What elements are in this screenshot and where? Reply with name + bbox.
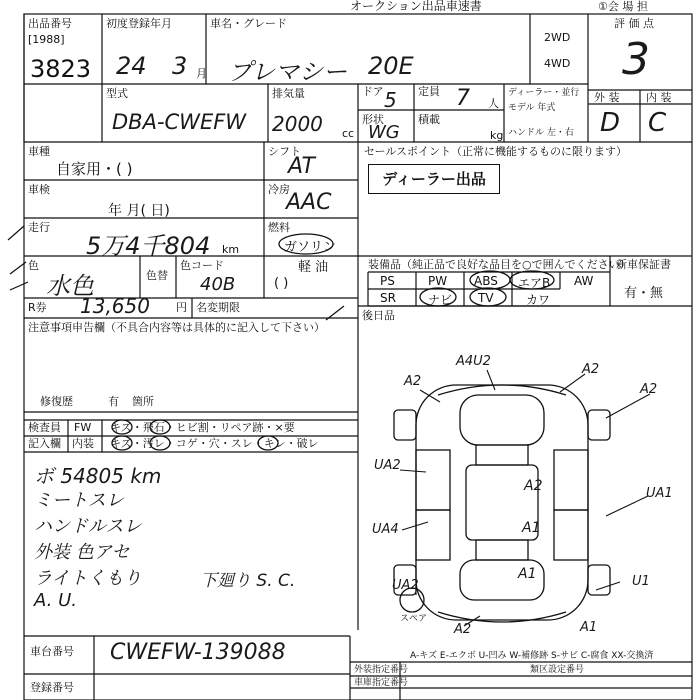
damage-mark: A2	[582, 362, 600, 377]
model-year-label: モデル 年式	[508, 103, 556, 113]
interior-record-label: 内装	[72, 437, 94, 450]
month-unit: 月	[196, 67, 207, 80]
load-label: 積載	[418, 113, 440, 126]
legend-row-3: 車庫指定番号	[354, 678, 409, 688]
sales-points-label: セールスポイント（正常に機能するものに限ります）	[364, 145, 628, 158]
equip-tv: TV	[478, 291, 494, 305]
warranty-options: 有・無	[624, 286, 664, 301]
car-type-label: 車種	[28, 145, 50, 158]
lot-number-label: 出品番号	[28, 17, 72, 30]
ac-value: AAC	[286, 190, 332, 215]
damage-mark: A1	[518, 566, 537, 582]
capacity-label: 定員	[418, 85, 440, 98]
after-fill-label: 後日品	[362, 309, 395, 322]
venue-label: ①会 場 担	[598, 0, 648, 13]
fuel-label: 燃料	[268, 221, 290, 234]
fw-items: キズ・飛石・ヒビ割・リペア跡・×要	[110, 421, 295, 434]
car-name-value: プレマシー	[228, 58, 348, 86]
ac-label: 冷房	[268, 183, 290, 196]
damage-mark: U1	[632, 574, 650, 589]
legend-row-1: 外装指定番号	[354, 665, 409, 675]
spare-tire-label: スペア	[400, 614, 428, 624]
color-code-value: 40B	[200, 274, 236, 295]
fuel-other-option: ( )	[274, 276, 289, 291]
mileage-value: 5万4千804	[86, 232, 211, 260]
chassis-number-value: CWEFW-139088	[110, 640, 286, 665]
lot-reference: [1988]	[28, 33, 65, 46]
inspector-label: 検査員	[28, 421, 61, 434]
fw-label: FW	[74, 421, 92, 434]
kg-unit: kg	[490, 129, 504, 142]
exterior-label: 外 装	[594, 91, 620, 104]
damage-mark: UA2	[392, 578, 419, 593]
damage-mark: UA4	[372, 522, 399, 537]
recycle-label: R券	[28, 301, 47, 314]
doors-value: 5	[384, 88, 397, 112]
sheet-title: オークション出品車速書	[350, 0, 482, 13]
damage-mark: A1	[580, 620, 598, 635]
2wd-label: 2WD	[544, 31, 571, 44]
equip-navi: ナビ	[428, 293, 453, 307]
yen-unit: 円	[176, 301, 187, 314]
repair-have-label: 有	[108, 395, 119, 408]
registration-number-label: 登録番号	[30, 681, 74, 694]
interior-grade: C	[648, 108, 667, 138]
dealer-badge: ディーラー出品	[368, 164, 500, 194]
note-line: ライトくもり	[34, 568, 142, 589]
record-label: 記入欄	[28, 437, 61, 450]
color-code-label: 色コード	[180, 259, 224, 272]
interior-label: 内 装	[646, 91, 672, 104]
note-line: ハンドルスレ	[34, 516, 142, 537]
new-car-warranty-label: 新車保証書	[616, 258, 671, 271]
color-value: 水色	[46, 272, 94, 300]
grade-value: 20E	[368, 52, 414, 80]
equipment-label: 装備品（純正品で良好な品目を○で囲んでください）	[368, 258, 631, 271]
car-diagram-outline	[394, 385, 610, 622]
equip-ps: PS	[380, 274, 395, 288]
shift-value: AT	[288, 154, 315, 179]
note-line: 下廻り S. C.	[200, 571, 296, 591]
damage-mark: A4U2	[456, 354, 491, 369]
damage-mark: A2	[524, 478, 543, 494]
owner-change-label: 名変期限	[196, 301, 240, 314]
note-line: ボ 54805 km	[34, 464, 162, 488]
fuel-value: ガソリン	[284, 240, 337, 255]
color-changed-label: 色替	[146, 269, 168, 282]
damage-mark: UA2	[374, 458, 401, 473]
mileage-label: 走行	[28, 221, 50, 234]
shape-label: 形状	[362, 113, 384, 126]
repair-places-label: 箇所	[132, 395, 154, 408]
damage-mark: A2	[640, 382, 658, 397]
car-name-grade-label: 車名・グレード	[210, 17, 287, 30]
person-unit: 人	[488, 97, 499, 110]
score-value: 3	[622, 34, 650, 85]
km-unit: km	[222, 243, 240, 256]
4wd-label: 4WD	[544, 57, 571, 70]
inspection-date: 年 月( 日)	[108, 203, 170, 219]
recycle-value: 13,650	[80, 294, 150, 318]
damage-mark: A1	[522, 520, 541, 536]
equip-sr: SR	[380, 291, 396, 305]
equip-leather: カワ	[526, 293, 551, 307]
note-line: ミートスレ	[34, 490, 124, 511]
color-label: 色	[28, 259, 39, 272]
inspection-label: 車検	[28, 183, 50, 196]
score-label: 評 価 点	[614, 17, 654, 30]
note-line: A. U.	[34, 590, 77, 611]
exterior-grade: D	[600, 108, 621, 138]
legend-row-2: 類区設定番号	[530, 665, 585, 675]
model-value: DBA-CWEFW	[112, 110, 247, 134]
shift-label: シフト	[268, 145, 301, 158]
doors-label: ドア	[362, 85, 384, 98]
registration-month: 3	[172, 52, 188, 80]
cc-unit: cc	[342, 127, 355, 140]
capacity-value: 7	[456, 86, 470, 111]
damage-legend: A-キズ E-エクボ U-凹み W-補修跡 S-サビ C-腐食 XX-交換済	[410, 651, 654, 661]
damage-mark: A2	[454, 622, 472, 637]
equip-pw: PW	[428, 274, 448, 288]
repair-history-label: 修復歴	[40, 395, 73, 408]
damage-mark: A2	[404, 374, 422, 389]
dealer-parallel-label: ディーラー・並行	[508, 88, 580, 98]
lot-number-value: 3823	[30, 55, 92, 83]
registration-year: 24	[116, 52, 147, 80]
equip-abs: ABS	[474, 274, 498, 288]
note-line: 外装 色アセ	[34, 542, 130, 563]
interior-items: キズ・汚レ・コゲ・穴・スレ・キレ・破レ	[110, 437, 319, 450]
equip-aw: AW	[574, 274, 594, 288]
displacement-value: 2000	[272, 112, 323, 136]
notes-label: 注意事項申告欄（不具合内容等は具体的に記入して下さい）	[28, 321, 325, 334]
car-use-options: 自家用・( )	[56, 160, 133, 178]
fuel-diesel-option: 軽 油	[298, 260, 329, 275]
chassis-number-label: 車台番号	[30, 645, 74, 658]
first-registration-label: 初度登録年月	[106, 17, 172, 30]
equip-airbag: エアB	[518, 276, 551, 290]
model-label: 型式	[106, 87, 128, 100]
displacement-label: 排気量	[272, 87, 305, 100]
damage-mark: UA1	[646, 486, 673, 501]
handle-label: ハンドル 左・右	[508, 128, 574, 138]
shape-value: WG	[368, 122, 400, 143]
